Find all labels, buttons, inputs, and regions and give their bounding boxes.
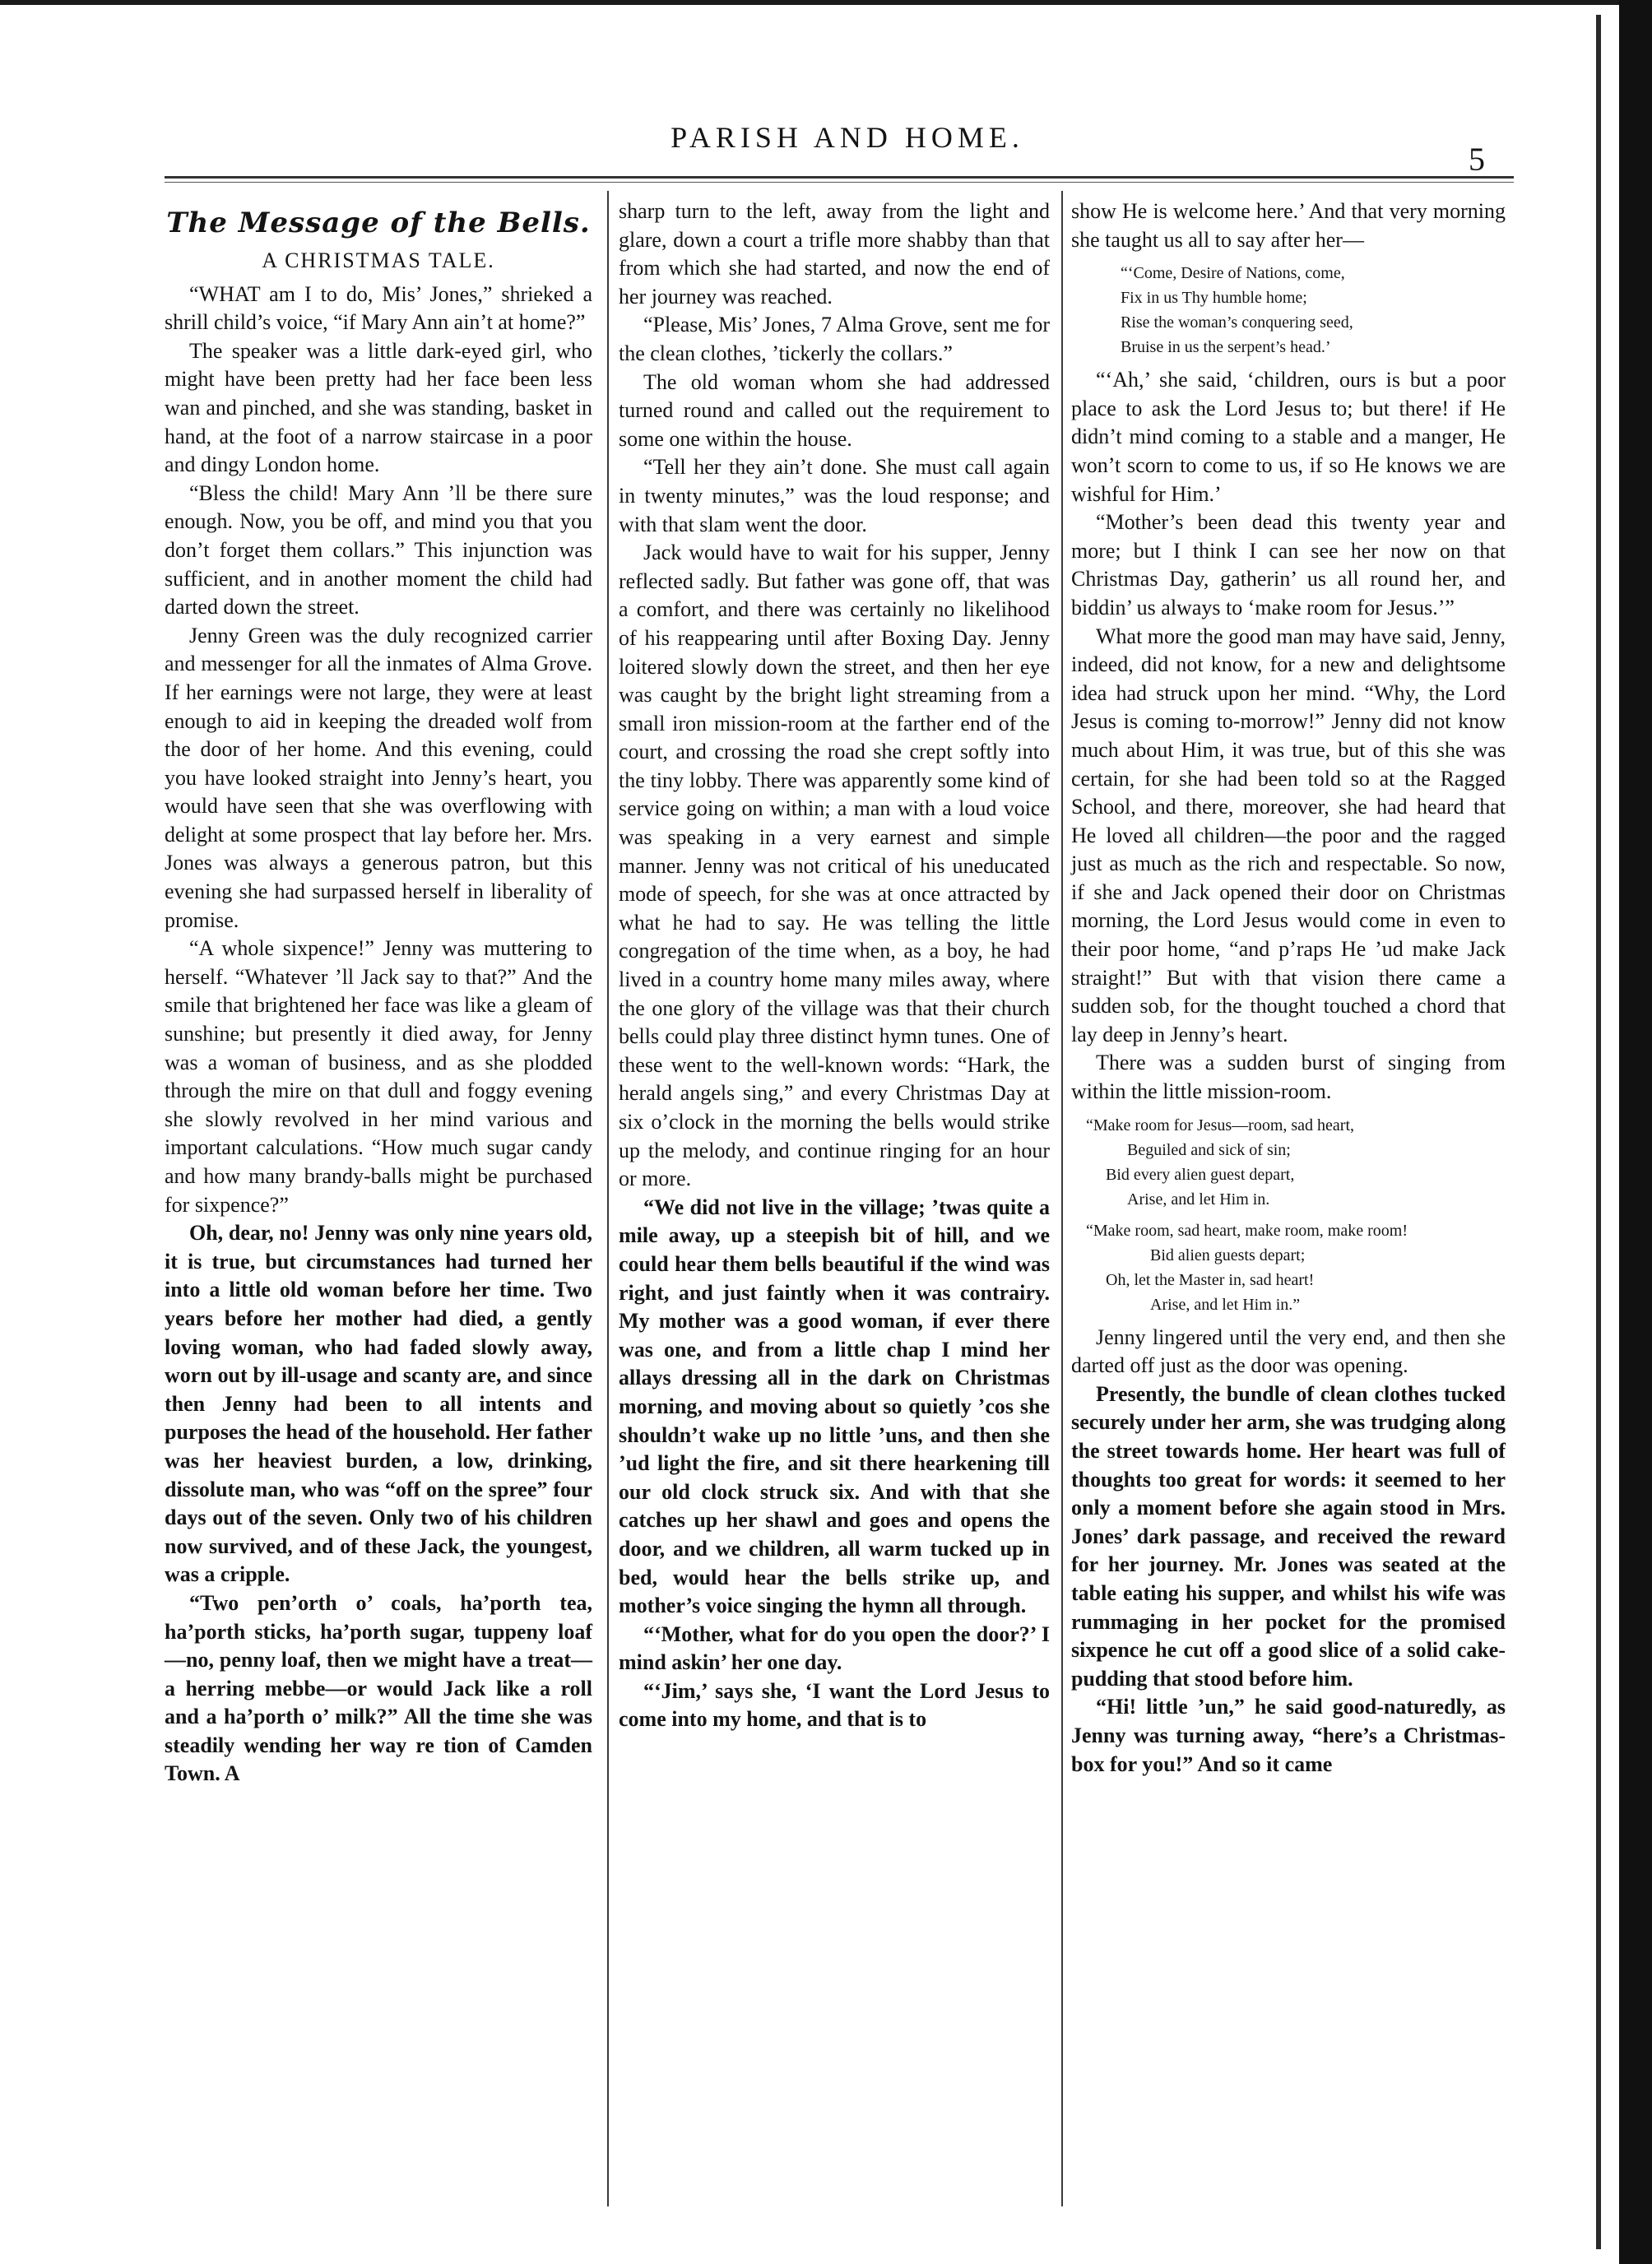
verse-line: Rise the woman’s conquering seed,	[1121, 313, 1353, 332]
paragraph: “A whole sixpence!” Jenny was muttering to herself. “Whatever ’ll Jack say to that?” And the smile that brightened her face was like a gleam of sunshine; but presently it died away, for Jenny was a woman of business, and as she plodded through the mire on that dull and foggy evening she slowly revolved in her mind various and important calculations. “How much sugar candy and how many brandy-balls might be purchased for sixpence?”	[165, 936, 592, 1217]
verse-line: Arise, and let Him in.	[1127, 1190, 1270, 1209]
verse-line: Bid alien guests depart;	[1150, 1246, 1306, 1264]
paragraph: Presently, the bundle of clean clothes tucked securely under her arm, she was trudging along the street towards home. Her heart was full of thoughts too great for words: it seemed to her only a moment before she again stood in Mrs. Jones’ dark passage, and received the reward for her journey. Mr. Jones was seated at the table eating his supper, and whilst his wife was rummaging in her pocket for the promised sixpence he cut off a good slice of a solid cake-pudding that stood before him.	[1071, 1381, 1506, 1691]
column-3	[1071, 197, 1506, 1779]
verse-line: “Make room for Jesus—room, sad heart,	[1086, 1116, 1355, 1134]
paragraph: “We did not live in the village; ’twas quite a mile away, up a steepish bit of hill, and we could hear them bells beautiful if the wind was right, and just faintly when it was contrairy. My mother was a good woman, if ever there was one, and from a little chap I mind her allays dressing all in the dark on Christmas morning, and moving about so quietly ’cos she shouldn’t wake up no little ’uns, and then she ’ud light the fire, and sit there hearkening till our old clock struck six. And with that she catches up her shawl and goes and opens the door, and we children, all warm tucked up in bed, would hear the bells strike up, and mother’s voice singing the hymn all through.	[619, 1195, 1050, 1618]
verse-line: “‘Come, Desire of Nations, come,	[1121, 264, 1345, 283]
page-top-edge	[0, 0, 1619, 5]
page-number: 5	[1469, 141, 1485, 178]
paragraph: The old woman whom she had addressed turned round and called out the requirement to some one within the house.	[619, 369, 1050, 451]
hymn-verse-2	[1071, 1113, 1506, 1212]
paragraph: What more the good man may have said, Jenny, indeed, did not know, for a new and delightsome idea had struck upon her mind. “Why, the Lord Jesus is coming to-morrow!” Jenny did not know much about Him, it was true, but of this she was certain, for she had been told so at the Ragged School, and there, moreover, she had heard that He loved all children—the poor and the ragged just as much as the rich and respectable. So now, if she and Jack opened their door on Christmas morning, the Lord Jesus would come in even to their poor home, “and p’raps He ’ud make Jack straight!” But with that vision there came a sudden sob, for the thought touched a chord that lay deep in Jenny’s heart.	[1071, 624, 1506, 1046]
verse-line: Fix in us Thy humble home;	[1121, 289, 1307, 308]
paragraph: The speaker was a little dark-eyed girl, who might have been pretty had her face been less wan and pinched, and she was standing, basket in hand, at the foot of a narrow staircase in a poor and dingy London home.	[165, 338, 592, 477]
paragraph: “‘Jim,’ says she, ‘I want the Lord Jesus to come into my home, and that is to	[619, 1678, 1050, 1732]
hymn-verse-1	[1071, 261, 1506, 360]
paragraph: “Two pen’orth o’ coals, ha’porth tea, ha’porth sticks, ha’porth sugar, tuppeny loaf—no, penny loaf, then we might have a treat—a herring mebbe—or would Jack like a roll and a ha’porth o’ milk?” All the time she was steadily wending her way re tion of Camden Town. A	[165, 1590, 592, 1786]
page-inner-edge-line	[1596, 15, 1601, 2249]
paragraph: “Please, Mis’ Jones, 7 Alma Grove, sent me for the clean clothes, ’tickerly the collars.”	[619, 313, 1050, 365]
running-header-title: PARISH AND HOME.	[671, 121, 1024, 154]
paragraph: Oh, dear, no! Jenny was only nine years old, it is true, but circumstances had turned her into a little old woman before her time. Two years before her mother had died, a gently loving woman, who had faded slowly away, worn out by ill-usage and scanty are, and since then Jenny had been to all intents and purposes the head of the household. Her father was her heaviest burden, a low, drinking, dissolute man, who was “off on the spree” four days out of the seven. Only two of his children now survived, and of these Jack, the youngest, was a cripple.	[165, 1221, 592, 1587]
verse-line: Oh, let the Master in, sad heart!	[1106, 1270, 1315, 1289]
column-1	[165, 197, 592, 1788]
paragraph: show He is welcome here.’ And that very morning she taught us all to say after her—	[1071, 199, 1506, 252]
paragraph: “‘Ah,’ she said, ‘children, ours is but a poor place to ask the Lord Jesus to; but there! if He didn’t mind coming to a stable and a manger, He won’t scorn to come to us, if so He knows we are wishful for Him.’	[1071, 368, 1506, 506]
paragraph: “‘Mother, what for do you open the door?’ I mind askin’ her one day.	[619, 1621, 1050, 1675]
paragraph: “WHAT am I to do, Mis’ Jones,” shrieked a shrill child’s voice, “if Mary Ann ain’t at home?”	[165, 281, 592, 335]
header-rule-thin	[165, 182, 1514, 183]
column-divider-1	[607, 191, 609, 2206]
paragraph: Jenny lingered until the very end, and then she darted off just as the door was opening.	[1071, 1325, 1506, 1378]
article-title: The Message of the Bells.	[166, 206, 591, 239]
verse-line: Beguiled and sick of sin;	[1127, 1140, 1291, 1159]
paragraph: sharp turn to the left, away from the light and glare, down a court a trifle more shabby than that from which she had started, and now the end of her journey was reached.	[619, 199, 1050, 309]
paragraph: “Bless the child! Mary Ann ’ll be there sure enough. Now, you be off, and mind you that you don’t forget them collars.” This injunction was sufficient, and in another moment the child had darted down the street.	[165, 480, 592, 619]
paragraph: “Mother’s been dead this twenty year and more; but I think I can see her now on that Christmas Day, gatherin’ us all round her, and biddin’ us always to ‘make room for Jesus.’”	[1071, 510, 1506, 619]
hymn-verse-3	[1071, 1218, 1506, 1317]
header-rule	[165, 176, 1514, 179]
article-subtitle: A CHRISTMAS TALE.	[262, 248, 495, 272]
paragraph: Jack would have to wait for his supper, Jenny reflected sadly. But father was gone off, that was a comfort, and there was certainly no likelihood of his reappearing until after Boxing Day. Jenny loitered slowly down the street, and then her eye was caught by the bright light streaming from a small iron mission-room at the farther end of the court, and crossing the road she crept softly into the tiny lobby. There was apparently some kind of service going on within; a man with a loud voice was speaking in a very earnest and simple manner. Jenny was not critical of his uneducated mode of speech, for she was at once attracted by what he had to say. He was telling the little congregation of the time when, as a boy, he had lived in a country home many miles away, where the one glory of the village was that their church bells could play three distinct hymn tunes. One of these went to the well-known words: “Hark, the herald angels sing,” and every Christmas Day at six o’clock in the morning the bells would strike up the melody, and continue ringing for an hour or more.	[619, 540, 1050, 1191]
column-2	[619, 197, 1050, 1734]
paragraph: “Hi! little ’un,” he said good-naturedly, as Jenny was turning away, “here’s a Christmas-box for you!” And so it came	[1071, 1695, 1506, 1776]
paragraph: There was a sudden burst of singing from within the little mission-room.	[1071, 1051, 1506, 1104]
verse-line: Arise, and let Him in.”	[1150, 1295, 1301, 1314]
verse-line: Bruise in us the serpent’s head.’	[1121, 338, 1331, 357]
paragraph: Jenny Green was the duly recognized carrier and messenger for all the inmates of Alma Grove. If her earnings were not large, they were at least enough to aid in keeping the dreaded wolf from the door of her home. And this evening, could you have looked straight into Jenny’s heart, you would have seen that she was overflowing with delight at some prospect that lay before her. Mrs. Jones was always a generous patron, but this evening she had surpassed herself in liberality of promise.	[165, 623, 592, 932]
page-right-edge	[1619, 0, 1652, 2264]
verse-line: “Make room, sad heart, make room, make room!	[1086, 1221, 1408, 1240]
verse-line: Bid every alien guest depart,	[1106, 1165, 1295, 1184]
paragraph: “Tell her they ain’t done. She must call again in twenty minutes,” was the loud response; and with that slam went the door.	[619, 455, 1050, 536]
column-divider-2	[1061, 191, 1063, 2206]
